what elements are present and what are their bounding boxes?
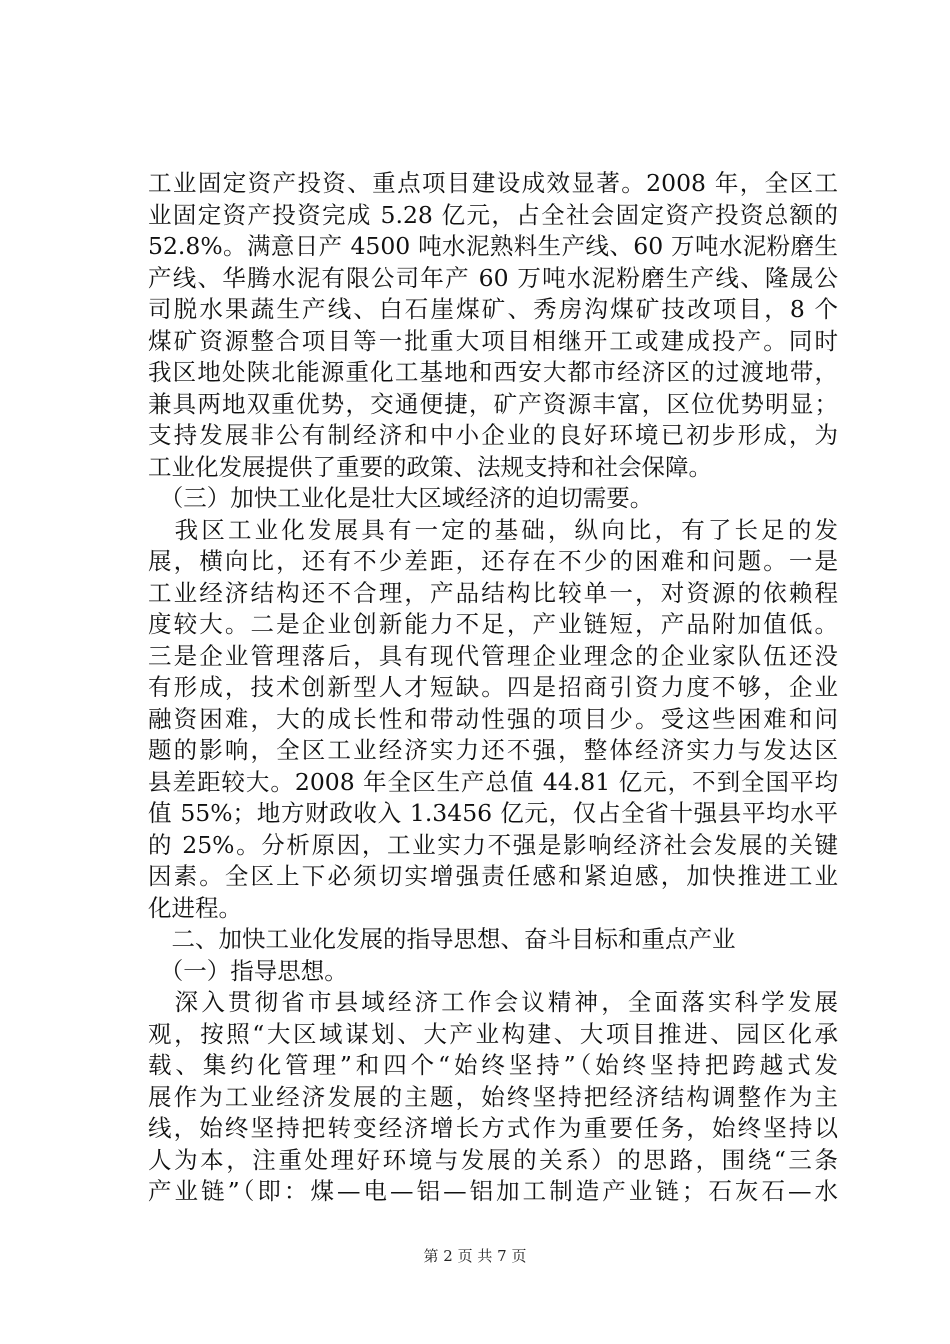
page-footer: 第 2 页 共 7 页	[423, 1247, 527, 1265]
text-line: 工业固定资产投资、重点项目建设成效显著。2008 年，全区工	[148, 169, 838, 197]
text-line: 司脱水果蔬生产线、白石崖煤矿、秀房沟煤矿技改项目，8 个	[148, 295, 838, 323]
text-line: 二、加快工业化发展的指导思想、奋斗目标和重点产业	[148, 925, 736, 953]
text-line: 载、集约化管理”和四个“始终坚持”（始终坚持把跨越式发	[148, 1051, 838, 1079]
text-line: （三）加快工业化是壮大区域经济的迫切需要。	[148, 484, 654, 512]
text-line: 题的影响，全区工业经济实力还不强，整体经济实力与发达区	[148, 736, 838, 764]
text-line: 工业经济结构还不合理，产品结构比较单一，对资源的依赖程	[148, 578, 838, 607]
text-line: 煤矿资源整合项目等一批重大项目相继开工或建成投产。同时	[148, 326, 838, 355]
text-line: 我区工业化发展具有一定的基础，纵向比，有了长足的发	[148, 515, 838, 544]
text-line: 值 55%；地方财政收入 1.3456 亿元，仅占全省十强县平均水平	[148, 799, 838, 827]
text-line: 三是企业管理落后，具有现代管理企业理念的企业家队伍还没	[148, 641, 838, 670]
text-line: 工业化发展提供了重要的政策、法规支持和社会保障。	[148, 452, 712, 481]
text-line: 展作为工业经济发展的主题，始终坚持把经济结构调整作为主	[148, 1082, 838, 1111]
text-line: 线，始终坚持把转变经济增长方式作为重要任务，始终坚持以	[148, 1114, 838, 1142]
text-line: 产业链”（即：煤—电—铝—铝加工制造产业链；石灰石—水	[148, 1177, 838, 1205]
text-line: 度较大。二是企业创新能力不足，产业链短，产品附加值低。	[148, 610, 838, 638]
text-line: 产线、华腾水泥有限公司年产 60 万吨水泥粉磨生产线、隆晟公	[148, 263, 838, 292]
text-line: 县差距较大。2008 年全区生产总值 44.81 亿元，不到全国平均	[148, 767, 838, 796]
text-line: 人为本，注重处理好环境与发展的关系）的思路，围绕“三条	[148, 1145, 838, 1174]
text-line: 化进程。	[148, 893, 242, 922]
text-line: 观，按照“大区域谋划、大产业构建、大项目推进、园区化承	[148, 1019, 838, 1048]
text-line: 的 25%。分析原因，工业实力不强是影响经济社会发展的关键	[148, 830, 838, 859]
text-line: 兼具两地双重优势，交通便捷，矿产资源丰富，区位优势明显；	[148, 389, 838, 418]
text-line: 因素。全区上下必须切实增强责任感和紧迫感，加快推进工业	[148, 862, 838, 890]
body-text	[148, 168, 838, 1208]
text-line: 有形成，技术创新型人才短缺。四是招商引资力度不够，企业	[148, 673, 838, 701]
text-line: 展，横向比，还有不少差距，还存在不少的困难和问题。一是	[148, 547, 838, 575]
text-line: 融资困难，大的成长性和带动性强的项目少。受这些困难和问	[148, 704, 838, 733]
text-line: 业固定资产投资完成 5.28 亿元，占全社会固定资产投资总额的	[148, 200, 838, 229]
text-line: 我区地处陕北能源重化工基地和西安大都市经济区的过渡地带，	[148, 358, 838, 386]
text-line: 支持发展非公有制经济和中小企业的良好环境已初步形成，为	[148, 421, 838, 449]
text-line: 深入贯彻省市县域经济工作会议精神，全面落实科学发展	[148, 988, 838, 1016]
text-line: 52.8%。满意日产 4500 吨水泥熟料生产线、60 万吨水泥粉磨生	[148, 232, 838, 260]
text-line: （一）指导思想。	[148, 956, 348, 985]
